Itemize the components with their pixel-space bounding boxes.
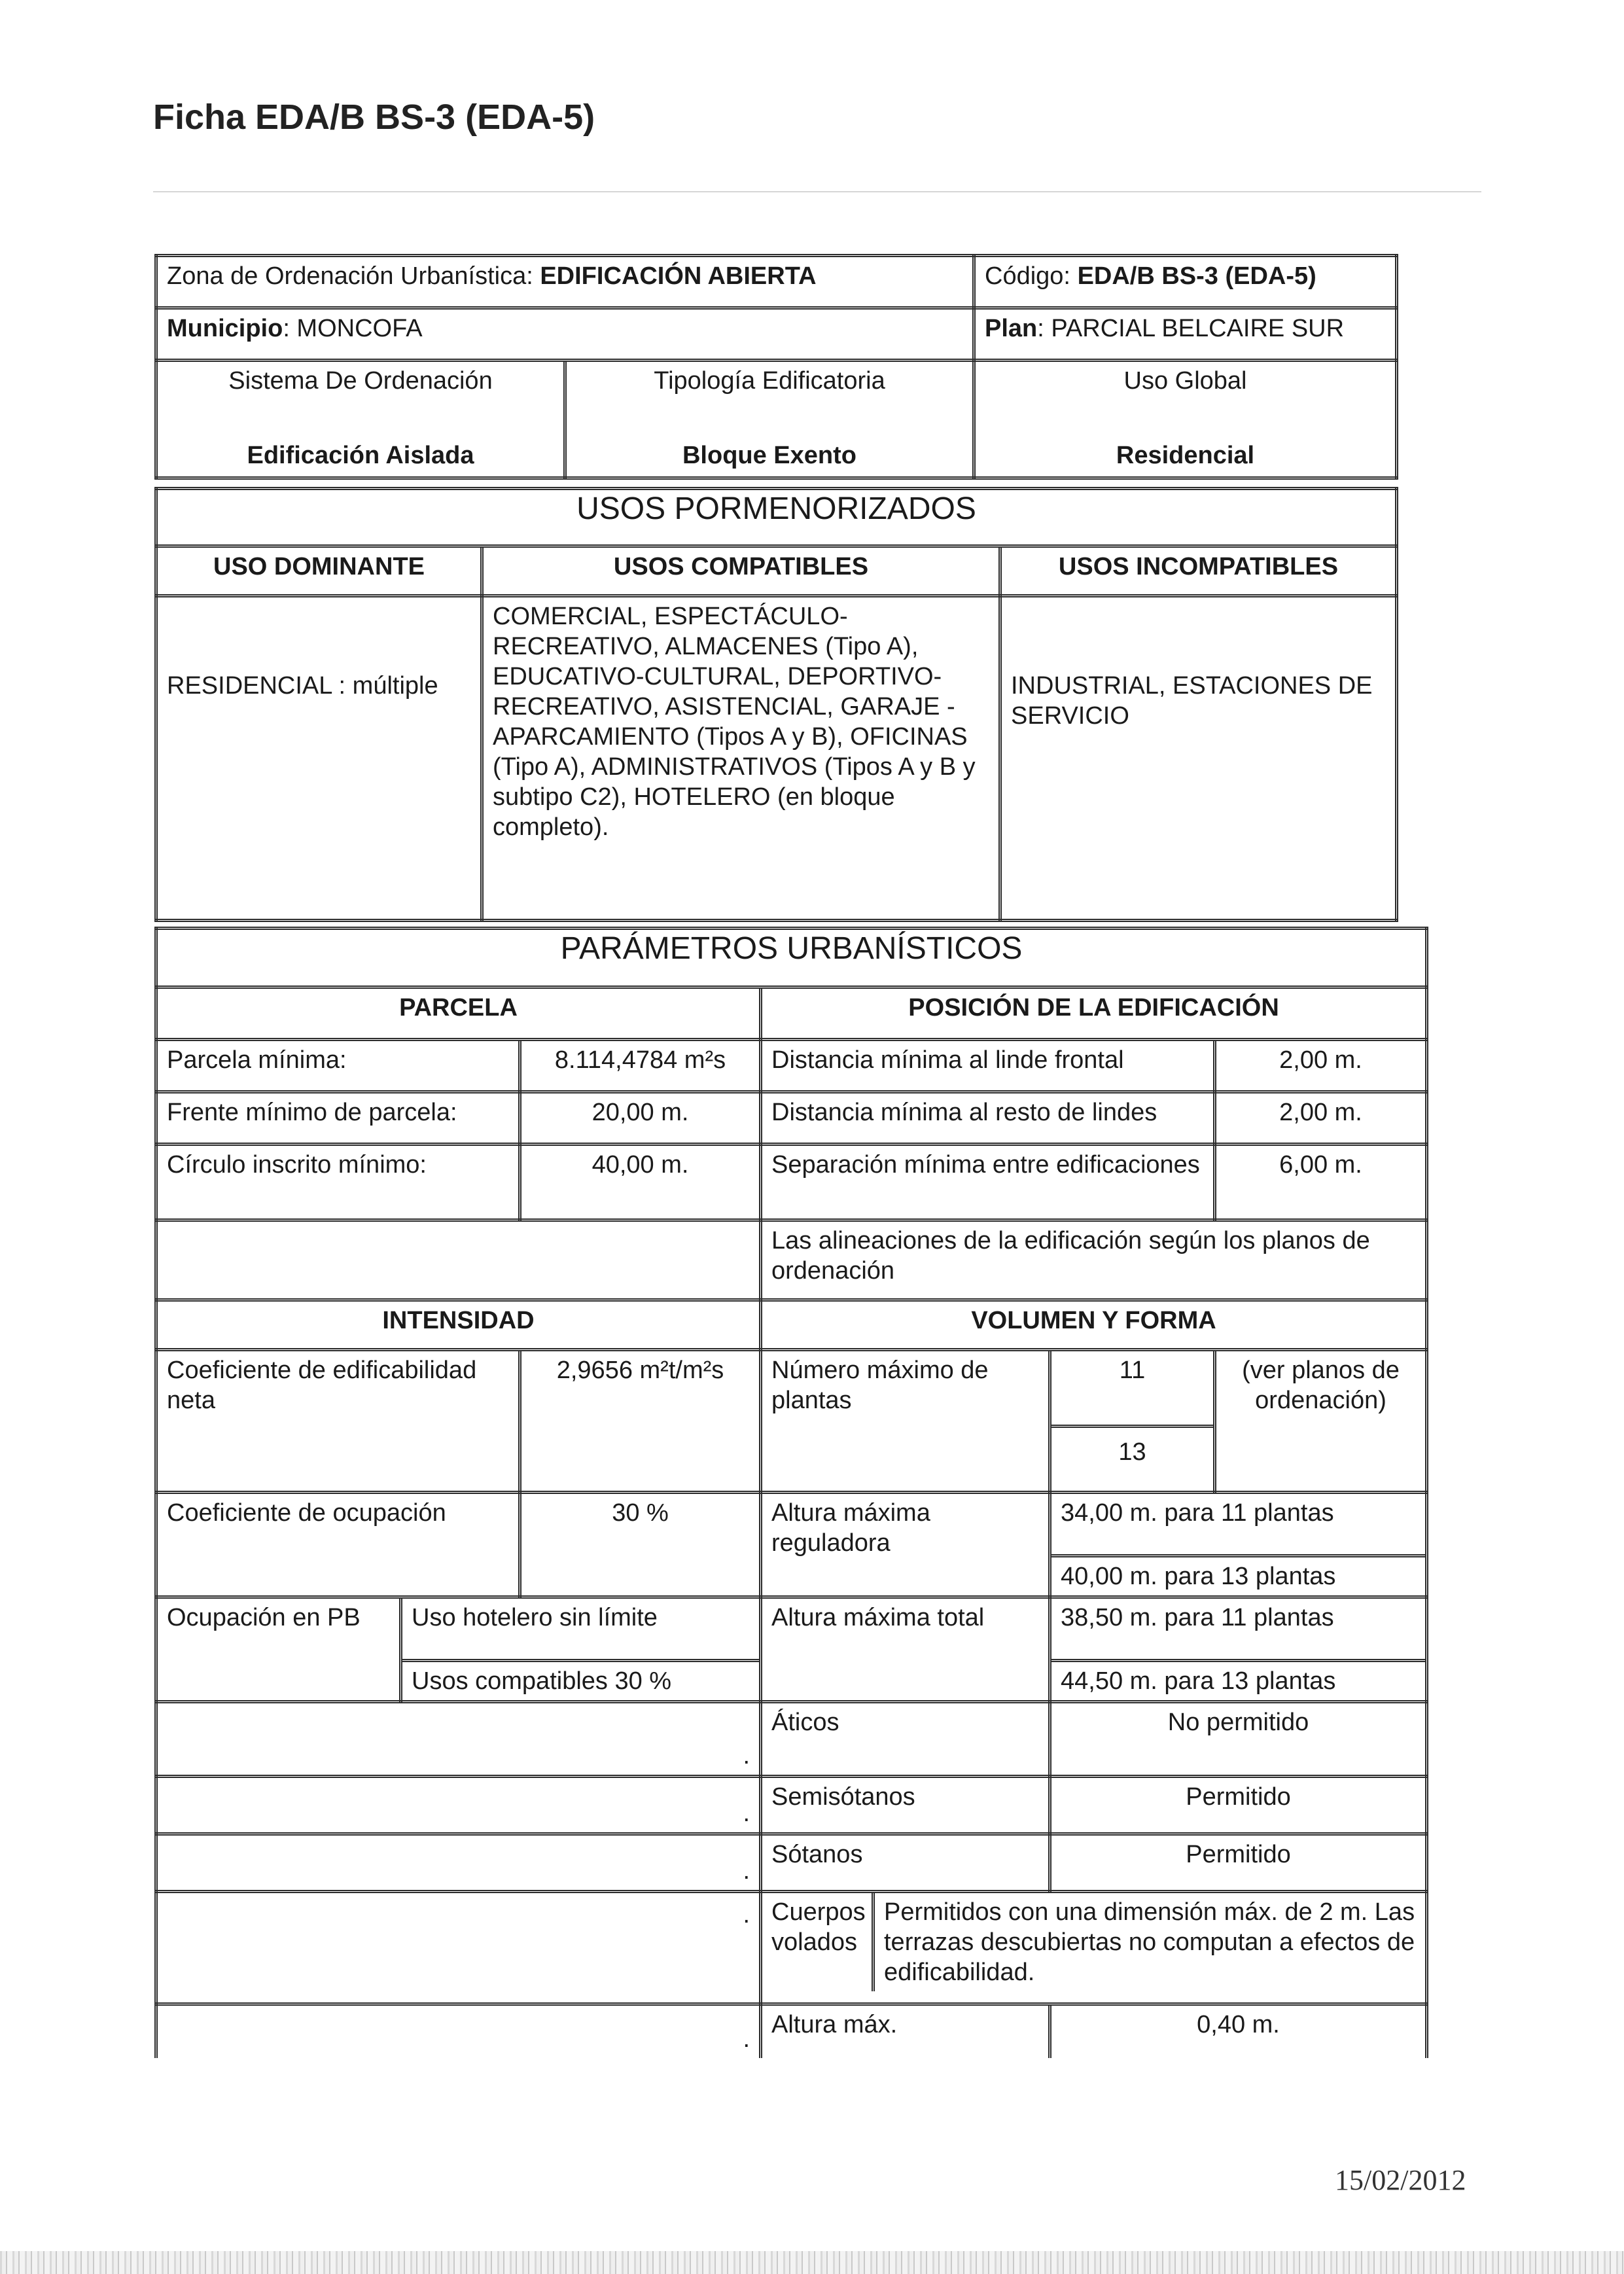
distancia-frontal-value: 2,00 m. bbox=[1215, 1040, 1427, 1092]
sistema-label: Sistema De Ordenación bbox=[228, 367, 493, 395]
parametros-heading: PARÁMETROS URBANÍSTICOS bbox=[156, 929, 1427, 987]
tipologia-value: Bloque Exento bbox=[682, 442, 857, 469]
sistema-cell bbox=[156, 361, 565, 478]
distancia-resto-label: Distancia mínima al resto de lindes bbox=[761, 1092, 1215, 1145]
zona-cell bbox=[156, 256, 974, 308]
ocupacion-pb-label: Ocupación en PB bbox=[156, 1597, 401, 1702]
municipio-cell bbox=[156, 308, 974, 361]
num-plantas-a: 11 bbox=[1051, 1351, 1213, 1428]
parametros-table bbox=[154, 927, 1428, 2058]
cuerpos-label: Cuerpos volados bbox=[762, 1893, 875, 1991]
altura-total-a: 38,50 m. para 11 plantas bbox=[1051, 1599, 1425, 1662]
uso-dominante-value: RESIDENCIAL : múltiple bbox=[156, 596, 482, 921]
altura-total-b: 44,50 m. para 13 plantas bbox=[1061, 1667, 1336, 1695]
volumen-header: VOLUMEN Y FORMA bbox=[761, 1300, 1427, 1350]
semisotanos-left-dot: . bbox=[156, 1777, 761, 1834]
empty-cell bbox=[156, 1220, 761, 1300]
circulo-inscrito-value: 40,00 m. bbox=[520, 1145, 761, 1220]
uso-global-value: Residencial bbox=[1116, 442, 1255, 469]
altura-max-value: 0,40 m. bbox=[1050, 2004, 1427, 2058]
separacion-minima-value: 6,00 m. bbox=[1215, 1145, 1427, 1220]
altura-max-label: Altura máx. bbox=[761, 2004, 1050, 2058]
usos-incompatibles-value: INDUSTRIAL, ESTACIONES DE SERVICIO bbox=[1000, 596, 1397, 921]
municipio-value: : MONCOFA bbox=[283, 315, 423, 342]
altura-reguladora-label: Altura máxima reguladora bbox=[761, 1493, 1050, 1597]
num-plantas-b: 13 bbox=[1118, 1438, 1146, 1466]
scan-edge-strip bbox=[0, 2251, 1624, 2274]
altura-reguladora-b: 40,00 m. para 13 plantas bbox=[1061, 1563, 1336, 1590]
sotanos-value: Permitido bbox=[1050, 1834, 1427, 1892]
usos-table bbox=[154, 487, 1398, 922]
title-divider bbox=[153, 191, 1481, 192]
semisotanos-label: Semisótanos bbox=[761, 1777, 1050, 1834]
cuerpos-cell bbox=[761, 1892, 1427, 2004]
cuerpos-left-dot: . bbox=[156, 1892, 761, 2004]
semisotanos-value: Permitido bbox=[1050, 1777, 1427, 1834]
parcela-header: PARCELA bbox=[156, 987, 761, 1040]
posicion-header: POSICIÓN DE LA EDIFICACIÓN bbox=[761, 987, 1427, 1040]
distancia-resto-value: 2,00 m. bbox=[1215, 1092, 1427, 1145]
aticos-label: Áticos bbox=[761, 1702, 1050, 1777]
usos-compatibles-header: USOS COMPATIBLES bbox=[482, 546, 1000, 596]
aticos-value: No permitido bbox=[1050, 1702, 1427, 1777]
uso-global-cell bbox=[974, 361, 1397, 478]
altura-total-cell bbox=[1050, 1597, 1427, 1702]
frente-minimo-label: Frente mínimo de parcela: bbox=[156, 1092, 520, 1145]
page-title: Ficha EDA/B BS-3 (EDA-5) bbox=[153, 98, 595, 137]
parcela-minima-value: 8.114,4784 m²s bbox=[520, 1040, 761, 1092]
plan-cell bbox=[974, 308, 1397, 361]
num-plantas-cell bbox=[1050, 1350, 1215, 1493]
coef-edificabilidad-label: Coeficiente de edificabilidad neta bbox=[156, 1350, 520, 1493]
aticos-left-dot: . bbox=[156, 1702, 761, 1777]
usos-compatibles-value: COMERCIAL, ESPECTÁCULO-RECREATIVO, ALMACENES (Tipo A), EDUCATIVO-CULTURAL, DEPORTIVO-RECREATIVO, ASISTENCIAL, GARAJE - APARCAMIENTO (Tipos A y B), OFICINAS (Tipo A), ADMINISTRATIVOS (Tipos A y B y subtipo C2), HOTELERO (en bloque completo). bbox=[482, 596, 1000, 921]
parcela-minima-label: Parcela mínima: bbox=[156, 1040, 520, 1092]
header-table bbox=[154, 254, 1398, 480]
document-date: 15/02/2012 bbox=[1335, 2164, 1466, 2196]
usos-incompatibles-header: USOS INCOMPATIBLES bbox=[1000, 546, 1397, 596]
codigo-cell bbox=[974, 256, 1397, 308]
frente-minimo-value: 20,00 m. bbox=[520, 1092, 761, 1145]
coef-edificabilidad-value: 2,9656 m²t/m²s bbox=[520, 1350, 761, 1493]
cuerpos-value: Permitidos con una dimensión máx. de 2 m. Las terrazas descubiertas no computan a efectos de edificabilidad. bbox=[884, 1898, 1415, 1986]
ocupacion-pb-b: Usos compatibles 30 % bbox=[412, 1667, 672, 1695]
codigo-value: EDA/B BS-3 (EDA-5) bbox=[1077, 262, 1316, 290]
circulo-inscrito-label: Círculo inscrito mínimo: bbox=[156, 1145, 520, 1220]
ver-planos: (ver planos de ordenación) bbox=[1215, 1350, 1427, 1493]
tipologia-cell bbox=[565, 361, 974, 478]
altura-reguladora-a: 34,00 m. para 11 plantas bbox=[1051, 1494, 1425, 1557]
sotanos-label: Sótanos bbox=[761, 1834, 1050, 1892]
plan-label: Plan bbox=[985, 315, 1038, 342]
separacion-minima-label: Separación mínima entre edificaciones bbox=[761, 1145, 1215, 1220]
coef-ocupacion-label: Coeficiente de ocupación bbox=[156, 1493, 520, 1597]
codigo-label: Código: bbox=[985, 262, 1070, 290]
plan-value: : PARCIAL BELCAIRE SUR bbox=[1037, 315, 1345, 342]
uso-global-label: Uso Global bbox=[1123, 367, 1247, 395]
usos-heading: USOS PORMENORIZADOS bbox=[156, 489, 1397, 546]
ocupacion-pb-cell bbox=[401, 1597, 761, 1702]
alineaciones-text: Las alineaciones de la edificación según los planos de ordenación bbox=[761, 1220, 1427, 1300]
num-plantas-label: Número máximo de plantas bbox=[761, 1350, 1050, 1493]
tipologia-label: Tipología Edificatoria bbox=[654, 367, 885, 395]
altura-max-left-dot: . bbox=[156, 2004, 761, 2058]
altura-reguladora-cell bbox=[1050, 1493, 1427, 1597]
sistema-value: Edificación Aislada bbox=[247, 442, 474, 469]
zona-label: Zona de Ordenación Urbanística: bbox=[167, 262, 533, 290]
distancia-frontal-label: Distancia mínima al linde frontal bbox=[761, 1040, 1215, 1092]
sotanos-left-dot: . bbox=[156, 1834, 761, 1892]
municipio-label: Municipio bbox=[167, 315, 283, 342]
coef-ocupacion-value: 30 % bbox=[520, 1493, 761, 1597]
ocupacion-pb-a: Uso hotelero sin límite bbox=[402, 1599, 759, 1662]
zona-value: EDIFICACIÓN ABIERTA bbox=[540, 262, 817, 290]
altura-total-label: Altura máxima total bbox=[761, 1597, 1050, 1702]
uso-dominante-header: USO DOMINANTE bbox=[156, 546, 482, 596]
intensidad-header: INTENSIDAD bbox=[156, 1300, 761, 1350]
